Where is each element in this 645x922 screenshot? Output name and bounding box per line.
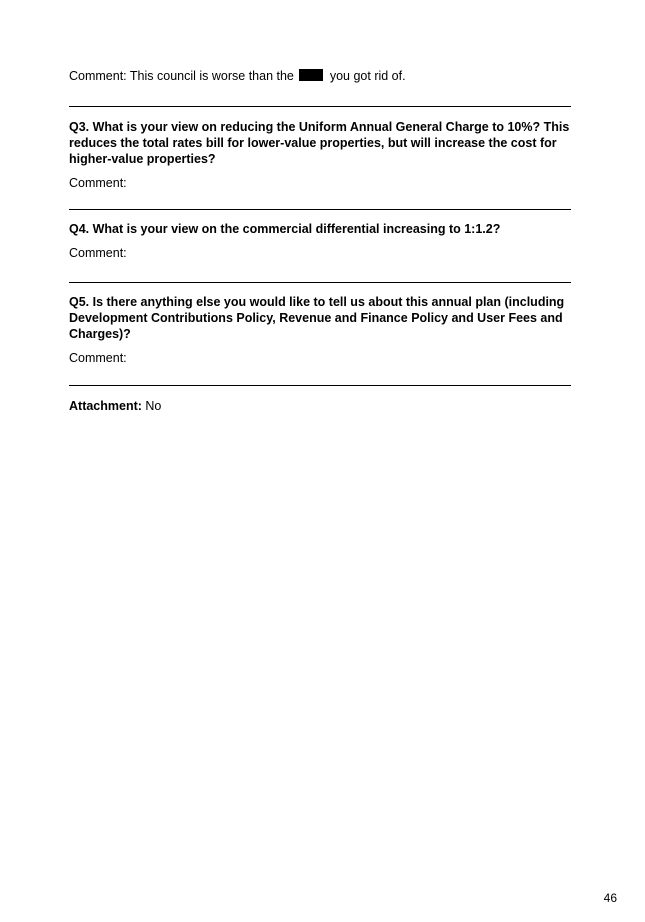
q2-comment-suffix: you got rid of. xyxy=(329,69,406,83)
q2-comment-prefix: Comment: This council is worse than the xyxy=(69,69,294,83)
q3-section xyxy=(69,119,571,191)
page-number: 46 xyxy=(603,891,617,905)
q4-comment-label: Comment: xyxy=(69,246,127,260)
divider xyxy=(69,209,571,210)
q4-section xyxy=(69,221,571,261)
q3-question: Q3. What is your view on reducing the Uniform Annual General Charge to 10%? This reduces the total rates bill for lower-value properties, but will increase the cost for higher-value properties? xyxy=(69,120,570,166)
attachment-line xyxy=(69,398,571,414)
q4-question: Q4. What is your view on the commercial differential increasing to 1:1.2? xyxy=(69,222,501,236)
q5-comment-label: Comment: xyxy=(69,351,127,365)
q2-comment xyxy=(69,68,571,84)
divider xyxy=(69,385,571,386)
attachment-value: No xyxy=(145,399,162,413)
redaction-box xyxy=(299,69,323,81)
divider xyxy=(69,106,571,107)
q5-section xyxy=(69,294,571,366)
q3-comment-label: Comment: xyxy=(69,176,127,190)
divider xyxy=(69,282,571,283)
q5-question: Q5. Is there anything else you would like to tell us about this annual plan (including Development Contributions Policy, Revenue and Finance Policy and User Fees and Charges)? xyxy=(69,295,565,341)
attachment-label: Attachment: xyxy=(69,399,142,413)
